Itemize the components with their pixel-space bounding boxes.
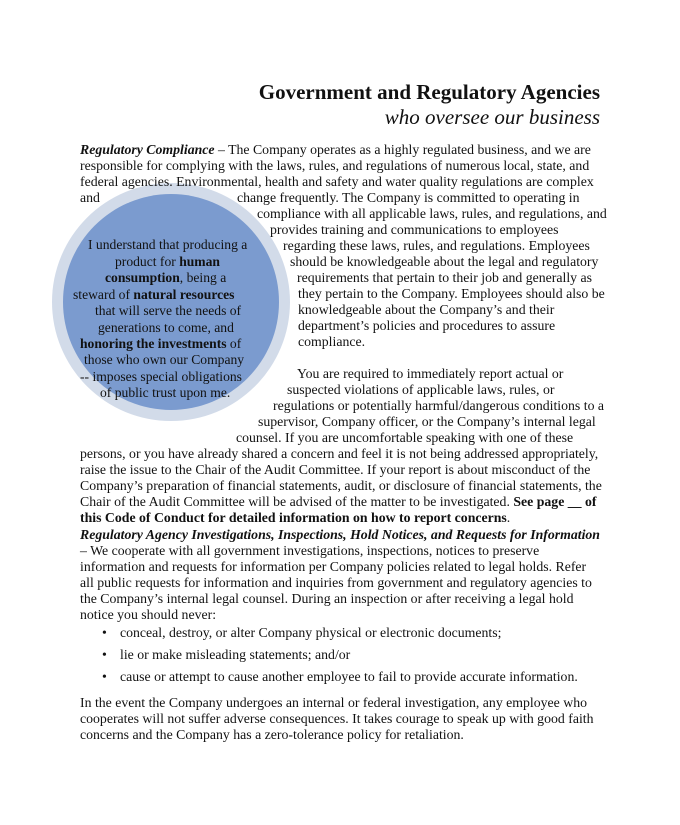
list-item: • conceal, destroy, or alter Company physical or electronic documents;: [80, 625, 620, 641]
bullet-list: [80, 625, 620, 689]
text-line: regarding these laws, rules, and regulations. Employees: [283, 238, 590, 253]
callout-bold-span: honoring the investments: [80, 336, 227, 351]
text-line: persons, or you have already shared a concern and feel it is not being addressed appropriately,: [80, 446, 599, 461]
callout-bold-span: human: [179, 254, 220, 269]
text-line: and: [80, 190, 100, 205]
text-span: –: [80, 543, 87, 558]
section-heading: Regulatory Compliance: [80, 142, 215, 157]
list-item: • cause or attempt to cause another employee to fail to provide accurate information.: [80, 669, 620, 685]
text-line: compliance.: [298, 334, 366, 349]
callout-text-span: steward of: [73, 287, 134, 302]
text-line: [80, 494, 597, 510]
text-span: – The Company operates as a highly regulated business, and we are: [214, 142, 591, 157]
text-span: We cooperate with all government investigations, inspections, notices to preserve information and requests for information per Company policies related to legal holds. Refer all public requests for information and inquiries from government and regulatory agencies to the Company’s internal legal counsel. During an inspection or after receiving a legal hold notice you should never:: [80, 543, 592, 622]
callout-line: [73, 287, 234, 304]
text-line: federal agencies. Environmental, health and safety and water quality regulations are complex: [80, 174, 594, 189]
callout-line: of public trust upon me.: [100, 385, 231, 400]
page-subtitle: who oversee our business: [384, 105, 600, 129]
text-line: should be knowledgeable about the legal and regulatory: [290, 254, 599, 269]
text-line: responsible for complying with the laws, rules, and regulations of numerous local, state, and: [80, 158, 590, 173]
callout-bold-span: consumption: [105, 270, 180, 285]
callout-line: I understand that producing a: [88, 237, 248, 252]
text-line: compliance with all applicable laws, rules, and regulations, and: [257, 206, 607, 221]
text-line: knowledgeable about the Company’s and their: [298, 302, 555, 317]
callout-line: that will serve the needs of: [95, 303, 242, 318]
text-line: provides training and communications to employees: [270, 222, 559, 237]
callout-text-span: of: [226, 336, 242, 351]
text-line: suspected violations of applicable laws, rules, or: [287, 382, 555, 397]
text-line: they pertain to the Company. Employees should also be: [298, 286, 605, 301]
page-title: Government and Regulatory Agencies: [258, 80, 600, 104]
callout-line: [80, 336, 241, 353]
text-line: You are required to immediately report actual or: [297, 366, 564, 381]
text-line: requirements that pertain to their job and generally as: [297, 270, 592, 285]
bold-reference: See page __ of: [513, 494, 597, 509]
list-item: • lie or make misleading statements; and/or: [80, 647, 620, 663]
text-span: .: [506, 510, 511, 525]
text-line: regulations or potentially harmful/dangerous conditions to a: [273, 398, 605, 413]
text-line: [80, 510, 510, 526]
text-line: supervisor, Company officer, or the Company’s internal legal: [258, 414, 596, 429]
text-line: department’s policies and procedures to assure: [298, 318, 556, 333]
closing-paragraph: In the event the Company undergoes an internal or federal investigation, any employee who cooperates will not suffer adverse consequences. It takes courage to speak up with good faith concerns and the Company has a zero-tolerance policy for retaliation.: [80, 695, 594, 742]
text-span: Chair of the Audit Committee will be advised of the matter to be investigated.: [80, 494, 514, 509]
investigations-paragraph: [80, 527, 600, 623]
callout-bold-span: natural resources: [133, 287, 235, 302]
section-heading: Regulatory Agency Investigations, Inspections, Hold Notices, and Requests for Information: [80, 527, 600, 542]
bold-reference: this Code of Conduct for detailed information on how to report concerns: [80, 510, 507, 525]
callout-text-span: product for: [115, 254, 180, 269]
callout-text-span: , being a: [179, 270, 227, 285]
callout-line: those who own our Company: [84, 352, 245, 367]
callout-line: generations to come, and: [98, 320, 234, 335]
text-line: [80, 142, 591, 158]
text-line: change frequently. The Company is committed to operating in: [237, 190, 580, 205]
text-line: counsel. If you are uncomfortable speaking with one of these: [236, 430, 574, 445]
callout-line: [115, 254, 220, 271]
callout-line: -- imposes special obligations: [80, 369, 242, 384]
callout-line: [105, 270, 226, 287]
text-line: raise the issue to the Chair of the Audit Committee. If your report is about misconduct of the: [80, 462, 591, 477]
text-line: Company’s preparation of financial statements, audit, or disclosure of financial statements, the: [80, 478, 602, 493]
